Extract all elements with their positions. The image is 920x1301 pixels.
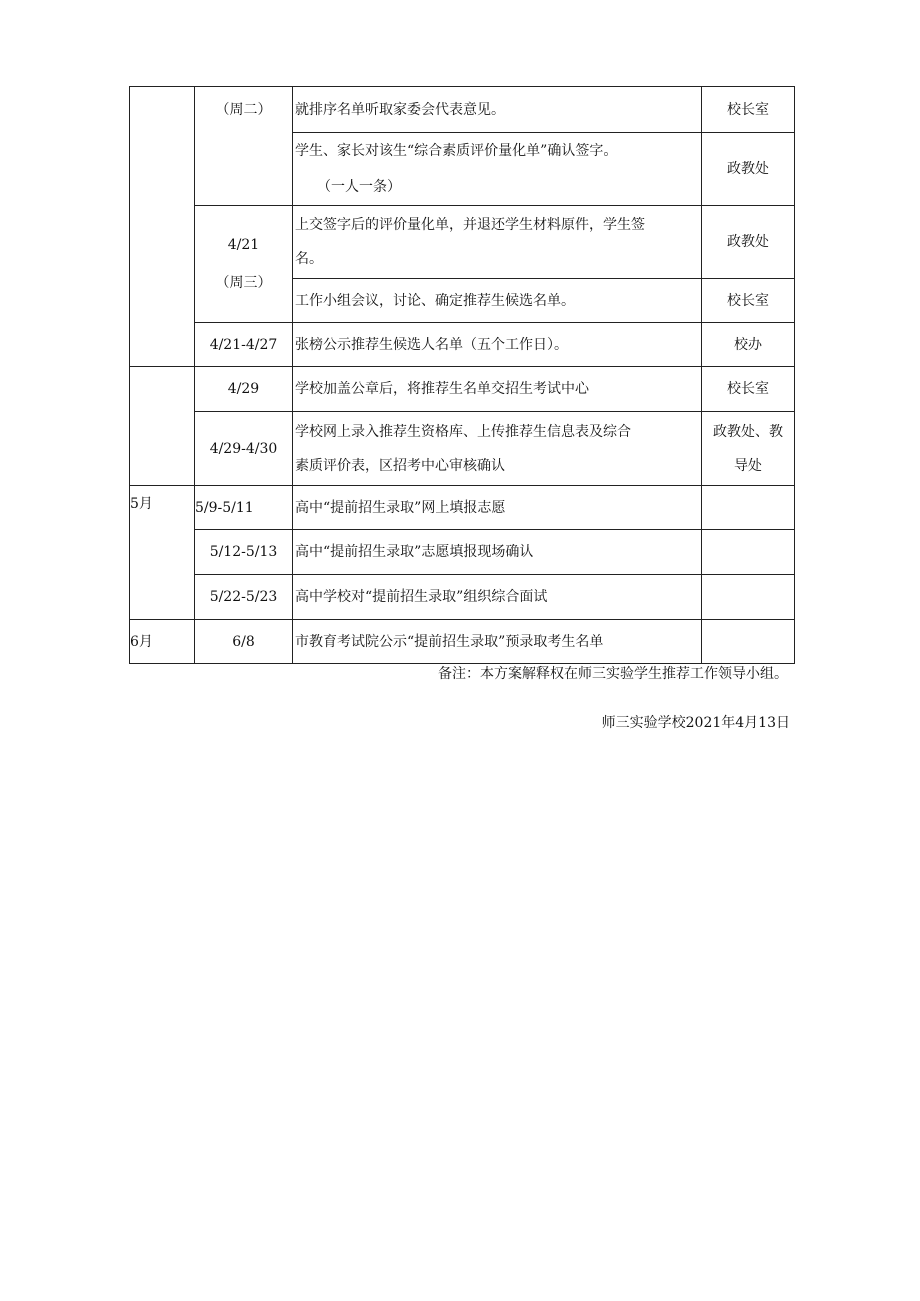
task-line-indented: （一人一条） (317, 179, 401, 195)
date-cell: 6/8 (195, 620, 293, 664)
task-cell: 高中“提前招生录取”网上填报志愿 (293, 486, 702, 530)
date-cell: 4/29 (195, 367, 293, 412)
task-cell: 工作小组会议，讨论、确定推荐生候选名单。 (293, 279, 702, 323)
dept-cell: 政教处 (702, 206, 795, 279)
dept-cell (702, 620, 795, 664)
task-cell: 学校加盖公章后，将推荐生名单交招生考试中心 (293, 367, 702, 412)
month-cell: 5月 (130, 486, 195, 620)
date-cell: 4/29-4/30 (195, 412, 293, 486)
task-line: 名。 (295, 251, 323, 267)
table-row (130, 87, 795, 133)
dept-cell (702, 530, 795, 575)
table-row (130, 412, 795, 486)
schedule-table (129, 86, 795, 664)
date-cell (195, 206, 293, 323)
dept-cell (702, 412, 795, 486)
table-row (130, 620, 795, 664)
date-cell (195, 87, 293, 206)
dept-cell: 校长室 (702, 87, 795, 133)
date-cell: 4/21-4/27 (195, 323, 293, 367)
dept-cell: 政教处 (702, 133, 795, 206)
table-row (130, 575, 795, 620)
dept-cell (702, 575, 795, 620)
dept-line: 政教处、教 (713, 423, 783, 440)
task-cell (293, 412, 702, 486)
dept-cell (702, 486, 795, 530)
table-row (130, 530, 795, 575)
task-cell: 张榜公示推荐生候选人名单（五个工作日）。 (293, 323, 702, 367)
task-cell: 高中“提前招生录取”志愿填报现场确认 (293, 530, 702, 575)
task-cell (293, 133, 702, 206)
date-cell: 5/22-5/23 (195, 575, 293, 620)
dept-line: 导处 (734, 457, 762, 474)
task-line: 学校网上录入推荐生资格库、上传推荐生信息表及综合 (295, 423, 631, 440)
task-line (295, 169, 701, 205)
task-cell: 就排序名单听取家委会代表意见。 (293, 87, 702, 133)
task-line: 上交签字后的评价量化单，并退还学生材料原件，学生签 (295, 217, 645, 233)
date-text: （周二） (215, 102, 272, 118)
dept-cell: 校长室 (702, 279, 795, 323)
month-cell-empty (130, 367, 195, 486)
task-cell: 高中学校对“提前招生录取”组织综合面试 (293, 575, 702, 620)
task-cell: 市教育考试院公示“提前招生录取”预录取考生名单 (293, 620, 702, 664)
table-row (130, 323, 795, 367)
date-line: 4/21 (227, 237, 260, 253)
task-line: 学生、家长对该生“综合素质评价量化单”确认签字。 (295, 143, 618, 159)
month-cell: 6月 (130, 620, 195, 664)
signature-date: 师三实验学校2021年4月13日 (601, 715, 790, 731)
dept-cell: 校长室 (702, 367, 795, 412)
table-row (130, 486, 795, 530)
dept-cell: 校办 (702, 323, 795, 367)
remark-note: 备注：本方案解释权在师三实验学生推荐工作领导小组。 (438, 666, 788, 682)
task-line: 素质评价表，区招考中心审核确认 (295, 457, 505, 474)
date-cell: 5/9-5/11 (195, 486, 293, 530)
table-row (130, 367, 795, 412)
date-cell: 5/12-5/13 (195, 530, 293, 575)
task-cell (293, 206, 702, 279)
month-cell-empty (130, 87, 195, 367)
table-row (130, 206, 795, 279)
date-line: （周三） (215, 275, 272, 291)
